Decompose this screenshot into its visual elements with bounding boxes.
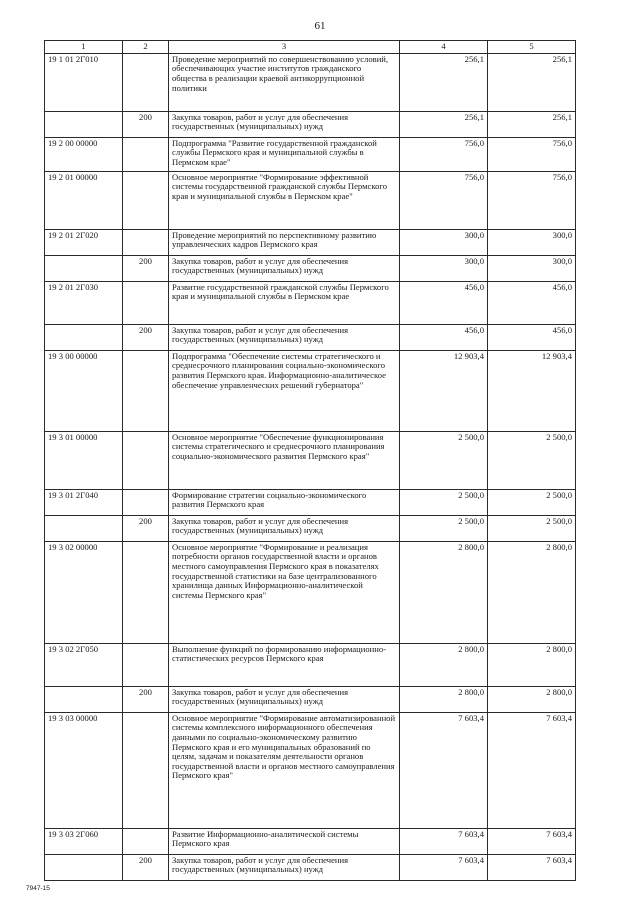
row-amount-year-2: 456,0 xyxy=(488,281,576,324)
table-row xyxy=(45,137,576,171)
row-amount-year-2: 2 500,0 xyxy=(488,489,576,515)
header-col-2: 2 xyxy=(123,41,169,54)
row-expense-type xyxy=(123,171,169,229)
row-code: 19 3 01 00000 xyxy=(45,431,123,489)
row-expense-type xyxy=(123,828,169,854)
row-amount-year-2: 2 800,0 xyxy=(488,686,576,712)
row-amount-year-1: 256,1 xyxy=(400,53,488,111)
row-code: 19 2 01 2Г020 xyxy=(45,229,123,255)
row-code xyxy=(45,324,123,350)
row-code: 19 3 02 2Г050 xyxy=(45,643,123,686)
row-name: Закупка товаров, работ и услуг для обеспечения государственных (муниципальных) нужд xyxy=(169,324,400,350)
row-expense-type xyxy=(123,229,169,255)
header-row xyxy=(45,41,576,54)
table-row xyxy=(45,489,576,515)
row-amount-year-1: 300,0 xyxy=(400,255,488,281)
header-col-1: 1 xyxy=(45,41,123,54)
row-expense-type: 200 xyxy=(123,255,169,281)
row-amount-year-1: 456,0 xyxy=(400,324,488,350)
row-amount-year-1: 2 500,0 xyxy=(400,515,488,541)
row-expense-type xyxy=(123,431,169,489)
row-amount-year-2: 2 800,0 xyxy=(488,643,576,686)
row-expense-type xyxy=(123,281,169,324)
row-amount-year-1: 2 500,0 xyxy=(400,431,488,489)
header-col-3: 3 xyxy=(169,41,400,54)
row-amount-year-2: 456,0 xyxy=(488,324,576,350)
table-row xyxy=(45,541,576,643)
row-amount-year-2: 7 603,4 xyxy=(488,854,576,880)
row-name: Выполнение функций по формированию информационно-статистических ресурсов Пермского края xyxy=(169,643,400,686)
row-amount-year-2: 300,0 xyxy=(488,229,576,255)
row-expense-type: 200 xyxy=(123,111,169,137)
row-amount-year-1: 12 903,4 xyxy=(400,350,488,431)
row-name: Проведение мероприятий по перспективному развитию управленческих кадров Пермского края xyxy=(169,229,400,255)
table-row xyxy=(45,53,576,111)
row-name: Закупка товаров, работ и услуг для обеспечения государственных (муниципальных) нужд xyxy=(169,854,400,880)
table-row xyxy=(45,171,576,229)
row-amount-year-2: 2 500,0 xyxy=(488,431,576,489)
row-name: Основное мероприятие "Обеспечение функционирования системы стратегического и среднесрочного планирования социально-экономического развития Пермского края" xyxy=(169,431,400,489)
row-expense-type: 200 xyxy=(123,515,169,541)
row-amount-year-2: 7 603,4 xyxy=(488,828,576,854)
row-name: Формирование стратегии социально-экономического развития Пермского края xyxy=(169,489,400,515)
row-amount-year-2: 756,0 xyxy=(488,171,576,229)
row-amount-year-1: 2 800,0 xyxy=(400,686,488,712)
row-amount-year-1: 756,0 xyxy=(400,137,488,171)
row-expense-type xyxy=(123,137,169,171)
table-row xyxy=(45,350,576,431)
row-code: 19 2 00 00000 xyxy=(45,137,123,171)
row-expense-type xyxy=(123,350,169,431)
row-expense-type xyxy=(123,643,169,686)
header-col-5: 5 xyxy=(488,41,576,54)
row-code xyxy=(45,111,123,137)
document-code: 7947-15 xyxy=(26,885,50,892)
row-expense-type: 200 xyxy=(123,686,169,712)
row-code: 19 2 01 2Г030 xyxy=(45,281,123,324)
table-row xyxy=(45,643,576,686)
row-code xyxy=(45,854,123,880)
row-expense-type: 200 xyxy=(123,324,169,350)
row-code: 19 3 03 2Г060 xyxy=(45,828,123,854)
row-name: Закупка товаров, работ и услуг для обеспечения государственных (муниципальных) нужд xyxy=(169,686,400,712)
row-expense-type xyxy=(123,489,169,515)
row-code: 19 3 00 00000 xyxy=(45,350,123,431)
row-amount-year-2: 300,0 xyxy=(488,255,576,281)
budget-table xyxy=(44,40,576,881)
row-amount-year-1: 256,1 xyxy=(400,111,488,137)
row-amount-year-2: 256,1 xyxy=(488,53,576,111)
table-body xyxy=(45,53,576,880)
table-row xyxy=(45,281,576,324)
row-code: 19 3 03 00000 xyxy=(45,712,123,828)
row-name: Подпрограмма "Обеспечение системы стратегического и среднесрочного планирования социально-экономического развития Пермского края. Информационно-аналитическое обеспечение управленческих решений губернатора" xyxy=(169,350,400,431)
row-name: Основное мероприятие "Формирование и реализация потребности органов государственной власти и органов местного самоуправления Пермского края в показателях государственной статистики на базе централизованного хранилища данных Информационно-аналитической системы Пермского края" xyxy=(169,541,400,643)
row-amount-year-2: 756,0 xyxy=(488,137,576,171)
row-code xyxy=(45,686,123,712)
row-amount-year-1: 300,0 xyxy=(400,229,488,255)
row-amount-year-1: 7 603,4 xyxy=(400,828,488,854)
row-amount-year-2: 7 603,4 xyxy=(488,712,576,828)
row-name: Подпрограмма "Развитие государственной гражданской службы Пермского края и муниципальной службы в Пермском крае" xyxy=(169,137,400,171)
table-row xyxy=(45,324,576,350)
table-row xyxy=(45,431,576,489)
table-row xyxy=(45,515,576,541)
row-amount-year-2: 256,1 xyxy=(488,111,576,137)
table-row xyxy=(45,255,576,281)
row-code: 19 1 01 2Г010 xyxy=(45,53,123,111)
header-col-4: 4 xyxy=(400,41,488,54)
row-expense-type: 200 xyxy=(123,854,169,880)
page-number: 61 xyxy=(314,20,326,32)
row-expense-type xyxy=(123,712,169,828)
row-amount-year-1: 7 603,4 xyxy=(400,712,488,828)
table-row xyxy=(45,686,576,712)
row-amount-year-1: 756,0 xyxy=(400,171,488,229)
row-name: Основное мероприятие "Формирование автоматизированной системы комплексного информационного обеспечения данными по социально-экономическому развитию Пермского края и его муниципальных образований по целям, задачам и показателям деятельности органов государственной власти и органов местного самоуправления Пермского края" xyxy=(169,712,400,828)
row-amount-year-2: 2 500,0 xyxy=(488,515,576,541)
row-expense-type xyxy=(123,541,169,643)
row-code: 19 2 01 00000 xyxy=(45,171,123,229)
row-amount-year-1: 2 800,0 xyxy=(400,643,488,686)
row-amount-year-2: 2 800,0 xyxy=(488,541,576,643)
row-code xyxy=(45,515,123,541)
row-name: Основное мероприятие "Формирование эффективной системы государственной гражданской службы Пермского края и муниципальной службы в Пермском крае" xyxy=(169,171,400,229)
row-code xyxy=(45,255,123,281)
table-row xyxy=(45,828,576,854)
table-row xyxy=(45,111,576,137)
row-amount-year-2: 12 903,4 xyxy=(488,350,576,431)
row-name: Закупка товаров, работ и услуг для обеспечения государственных (муниципальных) нужд xyxy=(169,111,400,137)
row-name: Развитие государственной гражданской службы Пермского края и муниципальной службы в Пермском крае xyxy=(169,281,400,324)
row-amount-year-1: 2 500,0 xyxy=(400,489,488,515)
table-row xyxy=(45,712,576,828)
row-amount-year-1: 7 603,4 xyxy=(400,854,488,880)
row-code: 19 3 01 2Г040 xyxy=(45,489,123,515)
table-row xyxy=(45,854,576,880)
row-amount-year-1: 456,0 xyxy=(400,281,488,324)
row-code: 19 3 02 00000 xyxy=(45,541,123,643)
row-name: Закупка товаров, работ и услуг для обеспечения государственных (муниципальных) нужд xyxy=(169,255,400,281)
row-expense-type xyxy=(123,53,169,111)
row-name: Развитие Информационно-аналитической системы Пермского края xyxy=(169,828,400,854)
table-row xyxy=(45,229,576,255)
row-amount-year-1: 2 800,0 xyxy=(400,541,488,643)
row-name: Проведение мероприятий по совершенствованию условий, обеспечивающих участие институтов гражданского общества в реализации краевой антикоррупционной политики xyxy=(169,53,400,111)
row-name: Закупка товаров, работ и услуг для обеспечения государственных (муниципальных) нужд xyxy=(169,515,400,541)
